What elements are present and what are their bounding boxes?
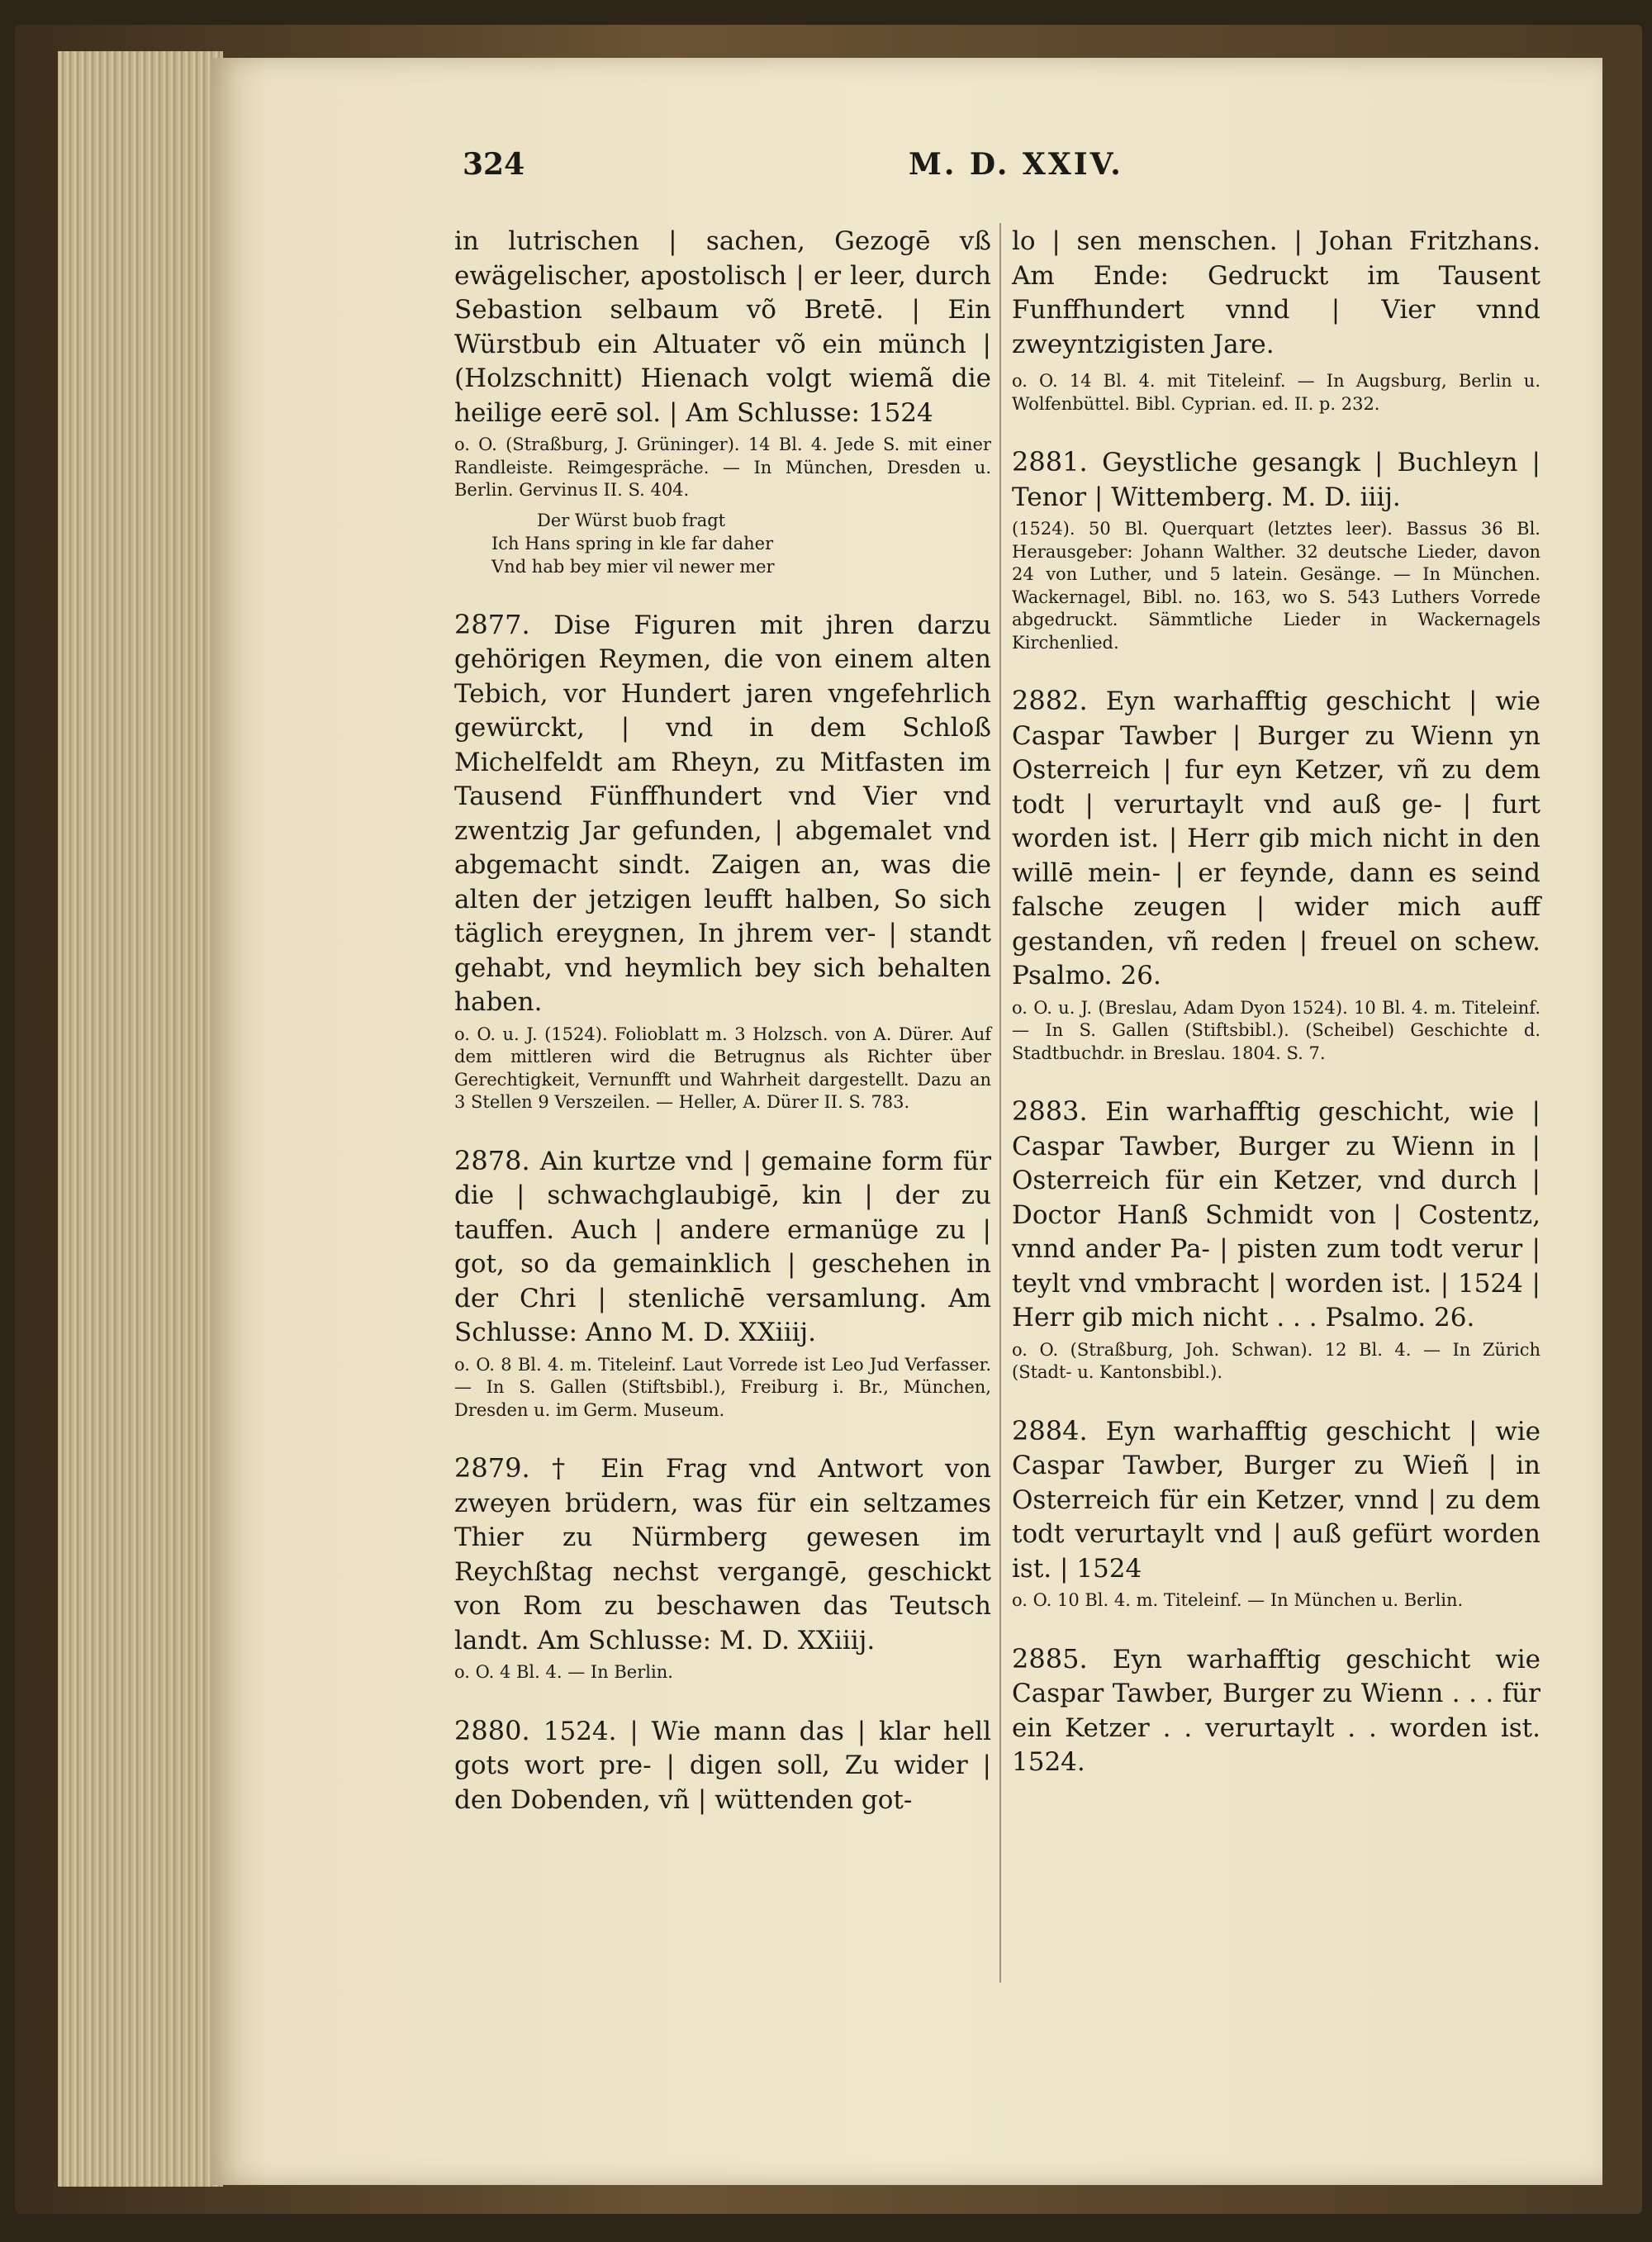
entry-title-text: 1524. | Wie mann das | klar hell gots wort pre- | digen soll, Zu wider | den Dobenden, vñ | wüttenden got-: [454, 1716, 992, 1815]
entry-number: 2883.: [1012, 1095, 1106, 1127]
entry-note: o. O. (Straßburg, Joh. Schwan). 12 Bl. 4. — In Zürich (Stadt- u. Kantonsbibl.).: [1012, 1339, 1540, 1382]
entry-title-text: in lutrischen | sachen, Gezogē vß ewägelischer, apostolisch | er leer, durch Sebastion selbaum võ Bretē. | Ein Würstbub ein Altuater võ ein münch | (Holzschnitt) Hienach volgt wiemã die heilige eerē sol. | Am Schlusse: 1524: [454, 226, 991, 428]
verse-line: Vnd hab bey mier vil newer mer: [491, 556, 775, 577]
entry-title-text: Eyn warhafftig geschicht | wie Caspar Tawber | Burger zu Wienn yn Osterreich | fur eyn Ketzer, vñ zu dem todt | verurtaylt vnd auß ge- | furt worden ist. | Herr gib mich nicht in den willē mein- | er feynde, dann es seind falsche zeugen | wider mich auff gestanden, vñ reden | freuel on schew. Psalmo. 26.: [1012, 686, 1540, 990]
entry-title-text: Eyn warhafftig geschicht wie Caspar Tawber, Burger zu Wienn . . . für ein Ketzer . . verurtaylt . . worden ist. 1524.: [1012, 1644, 1540, 1777]
entry-title: [454, 1451, 991, 1658]
running-title: M. D. XXIV.: [909, 147, 1123, 182]
entry-number: 2885.: [1012, 1642, 1113, 1674]
catalog-entry: [1012, 445, 1540, 654]
entry-title: [454, 608, 991, 1020]
entry-title: [454, 1714, 991, 1818]
entry-title: [1012, 1642, 1540, 1780]
entry-number: 2880.: [454, 1714, 544, 1746]
entry-title-text: Ein warhafftig geschicht, wie | Caspar Tawber, Burger zu Wienn in | Osterreich für ein Ketzer, vnd durch | Doctor Hanß Schmidt von | Costentz, vnnd ander Pa- | pisten zum todt verur | teylt vnd vmbracht | worden ist. | 1524 | Herr gib mich nicht . . . Psalmo. 26.: [1012, 1097, 1541, 1332]
catalog-entry: [454, 1714, 991, 1818]
entry-number: 2879. †: [454, 1452, 601, 1484]
entry-title-text: Eyn warhafftig geschicht | wie Caspar Tawber, Burger zu Wieñ | in Osterreich für ein Ketzer, vnnd | zu dem todt verurtaylt vnd | auß gefürt worden ist. | 1524: [1012, 1416, 1540, 1584]
left-column: [454, 225, 991, 1847]
continued-entry-title: lo | sen menschen. | Johan Fritzhans. Am Ende: Gedruckt im Tausent Funffhundert vnnd | Vier vnnd zweyntzigisten Jare.: [1012, 226, 1540, 359]
catalog-entry: [1012, 684, 1540, 1065]
entry-title-text: Ein Frag vnd Antwort von zweyen brüdern, was für ein seltzames Thier zu Nürmberg gewesen im Reychßtag nechst vergangē, geschickt von Rom zu beschawen das Teutsch landt. Am Schlusse: M. D. XXiiij.: [454, 1454, 991, 1655]
entry-title: [1012, 1095, 1540, 1336]
entry-title: [454, 1144, 991, 1351]
entry-note: o. O. 8 Bl. 4. m. Titeleinf. Laut Vorrede ist Leo Jud Verfasser. — In S. Gallen (Stiftsbibl.), Freiburg i. Br., München, Dresden u. im Germ. Museum.: [454, 1354, 991, 1420]
entry-title: [454, 225, 991, 430]
entry-number: 2878.: [454, 1144, 540, 1176]
entry-note: o. O. 4 Bl. 4. — In Berlin.: [454, 1662, 673, 1682]
catalog-entry: [454, 1144, 991, 1423]
catalog-entry: [1012, 1414, 1540, 1613]
verse-line: Ich Hans spring in kle far daher: [491, 533, 774, 553]
entry-note: o. O. 10 Bl. 4. m. Titeleinf. — In München u. Berlin.: [1012, 1590, 1464, 1610]
catalog-entry: [1012, 1642, 1540, 1780]
page-edges: [58, 51, 223, 2187]
entry-note: o. O. (Straßburg, J. Grüninger). 14 Bl. 4. Jede S. mit einer Randleiste. Reimgespräche. — In München, Dresden u. Berlin. Gervinus II. S. 404.: [454, 435, 991, 500]
entry-number: 2877.: [454, 608, 554, 640]
verse-line: Der Würst buob fragt: [537, 510, 726, 530]
entry-title: [1012, 1414, 1540, 1587]
catalog-entry: [454, 608, 991, 1114]
entry-number: 2882.: [1012, 685, 1106, 716]
page-number: 324: [463, 147, 525, 182]
continued-entry-note: o. O. 14 Bl. 4. mit Titeleinf. — In Augsburg, Berlin u. Wolfenbüttel. Bibl. Cyprian. ed. II. p. 232.: [1012, 371, 1540, 414]
entry-number: 2881.: [1012, 446, 1103, 477]
catalog-entry: [454, 225, 991, 578]
right-column: [1012, 225, 1540, 1810]
catalog-entry: [454, 1451, 991, 1684]
entry-title-text: Ain kurtze vnd | gemaine form für die | schwachglaubigē, kin | der zu tauffen. Auch | andere ermanüge zu | got, so da gemainklich | geschehen in der Chri | stenlichē versamlung. Am Schlusse: Anno M. D. XXiiij.: [454, 1146, 991, 1347]
entry-title: [1012, 684, 1540, 994]
entry-note: o. O. u. J. (Breslau, Adam Dyon 1524). 10 Bl. 4. m. Titeleinf. — In S. Gallen (Stiftsbibl.). (Scheibel) Geschichte d. Stadtbuchdr. in Breslau. 1804. S. 7.: [1012, 997, 1540, 1063]
column-divider: [999, 223, 1001, 1983]
entry-note: o. O. u. J. (1524). Folioblatt m. 3 Holzsch. von A. Dürer. Auf dem mittleren wird die Betrugnus als Richter über Gerechtigkeit, Vernunfft und Wahrheit dargestellt. Dazu an 3 Stellen 9 Verszeilen. — Heller, A. Dürer II. S. 783.: [454, 1024, 991, 1112]
catalog-entry: [1012, 1095, 1540, 1385]
entry-title-text: Geystliche gesangk | Buchleyn | Tenor | Wittemberg. M. D. iiij.: [1012, 448, 1540, 512]
entry-title-text: Dise Figuren mit jhren darzu gehörigen Reymen, die von einem alten Tebich, vor Hundert jaren vngefehrlich gewürckt, | vnd in dem Schloß Michelfeldt am Rheyn, zu Mitfasten im Tausend Fünffhundert vnd Vier vnd zwentzig Jar gefunden, | abgemalet vnd abgemacht sindt. Zaigen an, was die alten der jetzigen leufft halben, So sich täglich ereygnen, In jhrem ver- | standt gehabt, vnd heymlich bey sich behalten haben.: [454, 610, 991, 1017]
entry-note: (1524). 50 Bl. Querquart (letztes leer). Bassus 36 Bl. Herausgeber: Johann Walther. 32 deutsche Lieder, davon 24 von Luther, und 5 latein. Gesänge. — In München. Wackernagel, Bibl. no. 163, wo S. 543 Luthers Vorrede abgedruckt. Sämmtliche Lieder in Wackernagels Kirchenlied.: [1012, 519, 1540, 653]
page-header: [463, 147, 1569, 188]
entry-title: [1012, 445, 1540, 515]
entry-verse: [491, 509, 991, 578]
entry-number: 2884.: [1012, 1414, 1106, 1446]
